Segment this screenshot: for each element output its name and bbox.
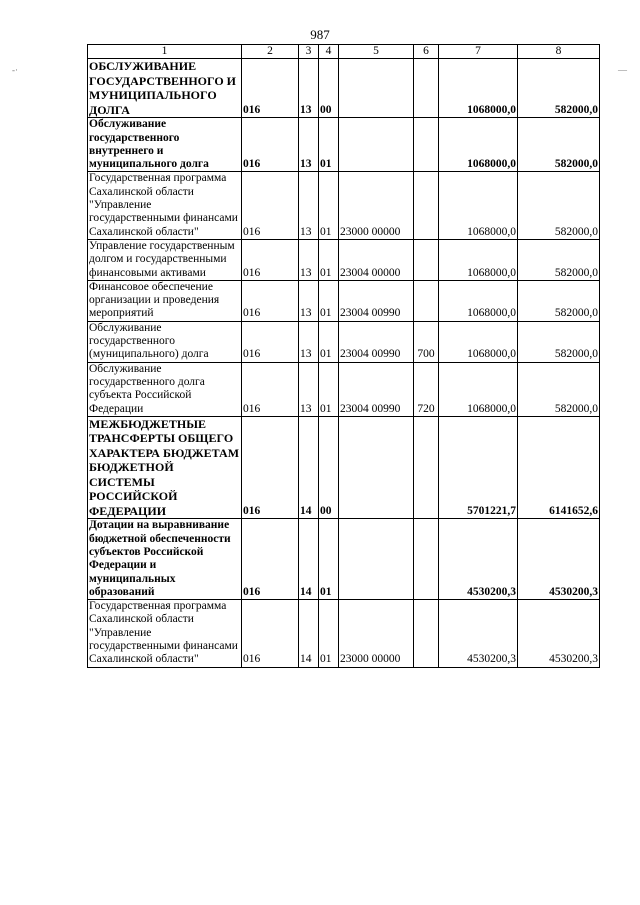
section-code-cell: 13 xyxy=(299,59,319,118)
table-row xyxy=(88,416,600,519)
amount-column-7-cell: 5701221,7 xyxy=(439,416,518,519)
section-code-cell: 14 xyxy=(299,416,319,519)
ministry-code-cell: 016 xyxy=(242,600,299,667)
amount-column-8-cell: 582000,0 xyxy=(518,239,600,280)
expense-type-cell xyxy=(414,416,439,519)
header-cell: 5 xyxy=(339,45,414,59)
header-cell: 3 xyxy=(299,45,319,59)
header-cell: 6 xyxy=(414,45,439,59)
amount-column-8-cell: 582000,0 xyxy=(518,172,600,239)
section-code-cell: 13 xyxy=(299,280,319,321)
table-row xyxy=(88,600,600,667)
table-row xyxy=(88,172,600,239)
amount-column-8-cell: 582000,0 xyxy=(518,59,600,118)
scan-mark-right: — xyxy=(618,65,627,75)
expense-name-cell: Обслуживание государственного (муниципального) долга xyxy=(88,321,242,362)
table-row xyxy=(88,239,600,280)
expense-name-cell: МЕЖБЮДЖЕТНЫЕ ТРАНСФЕРТЫ ОБЩЕГО ХАРАКТЕРА БЮДЖЕТАМ БЮДЖЕТНОЙ СИСТЕМЫ РОССИЙСКОЙ ФЕДЕРАЦИИ xyxy=(88,416,242,519)
expense-name-cell: ОБСЛУЖИВАНИЕ ГОСУДАРСТВЕННОГО И МУНИЦИПАЛЬНОГО ДОЛГА xyxy=(88,59,242,118)
ministry-code-cell: 016 xyxy=(242,172,299,239)
expense-name-cell: Обслуживание государственного долга субъекта Российской Федерации xyxy=(88,362,242,416)
expense-type-cell: 720 xyxy=(414,362,439,416)
subsection-code-cell: 01 xyxy=(319,321,339,362)
amount-column-8-cell: 582000,0 xyxy=(518,321,600,362)
section-code-cell: 14 xyxy=(299,600,319,667)
header-cell: 1 xyxy=(88,45,242,59)
amount-column-7-cell: 1068000,0 xyxy=(439,321,518,362)
amount-column-8-cell: 4530200,3 xyxy=(518,600,600,667)
target-article-cell: 23004 00990 xyxy=(339,280,414,321)
amount-column-7-cell: 4530200,3 xyxy=(439,519,518,600)
subsection-code-cell: 00 xyxy=(319,416,339,519)
subsection-code-cell: 01 xyxy=(319,519,339,600)
expense-type-cell: 700 xyxy=(414,321,439,362)
target-article-cell xyxy=(339,59,414,118)
ministry-code-cell: 016 xyxy=(242,118,299,172)
header-cell: 7 xyxy=(439,45,518,59)
header-cell: 8 xyxy=(518,45,600,59)
target-article-cell xyxy=(339,118,414,172)
section-code-cell: 13 xyxy=(299,362,319,416)
table-body xyxy=(88,45,600,668)
section-code-cell: 13 xyxy=(299,172,319,239)
section-code-cell: 14 xyxy=(299,519,319,600)
amount-column-8-cell: 6141652,6 xyxy=(518,416,600,519)
expense-name-cell: Государственная программа Сахалинской области "Управление государственными финансами Сахалинской области" xyxy=(88,600,242,667)
amount-column-7-cell: 1068000,0 xyxy=(439,172,518,239)
ministry-code-cell: 016 xyxy=(242,519,299,600)
amount-column-7-cell: 1068000,0 xyxy=(439,59,518,118)
section-code-cell: 13 xyxy=(299,239,319,280)
amount-column-7-cell: 1068000,0 xyxy=(439,362,518,416)
subsection-code-cell: 01 xyxy=(319,362,339,416)
amount-column-7-cell: 1068000,0 xyxy=(439,280,518,321)
amount-column-8-cell: 582000,0 xyxy=(518,280,600,321)
amount-column-7-cell: 1068000,0 xyxy=(439,239,518,280)
expense-type-cell xyxy=(414,239,439,280)
ministry-code-cell: 016 xyxy=(242,321,299,362)
section-code-cell: 13 xyxy=(299,321,319,362)
subsection-code-cell: 01 xyxy=(319,280,339,321)
expense-name-cell: Управление государственным долгом и государственными финансовыми активами xyxy=(88,239,242,280)
target-article-cell: 23004 00990 xyxy=(339,362,414,416)
budget-table xyxy=(87,44,600,668)
ministry-code-cell: 016 xyxy=(242,280,299,321)
expense-name-cell: Финансовое обеспечение организации и проведения мероприятий xyxy=(88,280,242,321)
amount-column-7-cell: 4530200,3 xyxy=(439,600,518,667)
expense-type-cell xyxy=(414,59,439,118)
subsection-code-cell: 01 xyxy=(319,118,339,172)
ministry-code-cell: 016 xyxy=(242,59,299,118)
header-cell: 2 xyxy=(242,45,299,59)
target-article-cell: 23000 00000 xyxy=(339,172,414,239)
amount-column-8-cell: 4530200,3 xyxy=(518,519,600,600)
subsection-code-cell: 01 xyxy=(319,172,339,239)
amount-column-8-cell: 582000,0 xyxy=(518,362,600,416)
table-row xyxy=(88,321,600,362)
table-row xyxy=(88,280,600,321)
expense-name-cell: Дотации на выравнивание бюджетной обеспеченности субъектов Российской Федерации и муниципальных образований xyxy=(88,519,242,600)
subsection-code-cell: 01 xyxy=(319,600,339,667)
ministry-code-cell: 016 xyxy=(242,239,299,280)
table-row xyxy=(88,362,600,416)
header-cell: 4 xyxy=(319,45,339,59)
table-row xyxy=(88,519,600,600)
header-row xyxy=(88,45,600,59)
scan-mark-left: -· xyxy=(12,65,18,75)
expense-type-cell xyxy=(414,172,439,239)
section-code-cell: 13 xyxy=(299,118,319,172)
target-article-cell xyxy=(339,416,414,519)
page-number: 987 xyxy=(310,27,330,42)
subsection-code-cell: 00 xyxy=(319,59,339,118)
expense-type-cell xyxy=(414,118,439,172)
expense-name-cell: Обслуживание государственного внутреннего и муниципального долга xyxy=(88,118,242,172)
target-article-cell xyxy=(339,519,414,600)
target-article-cell: 23004 00990 xyxy=(339,321,414,362)
target-article-cell: 23004 00000 xyxy=(339,239,414,280)
expense-type-cell xyxy=(414,280,439,321)
ministry-code-cell: 016 xyxy=(242,416,299,519)
target-article-cell: 23000 00000 xyxy=(339,600,414,667)
expense-type-cell xyxy=(414,519,439,600)
amount-column-8-cell: 582000,0 xyxy=(518,118,600,172)
subsection-code-cell: 01 xyxy=(319,239,339,280)
amount-column-7-cell: 1068000,0 xyxy=(439,118,518,172)
table-row xyxy=(88,118,600,172)
expense-name-cell: Государственная программа Сахалинской области "Управление государственными финансами Сахалинской области" xyxy=(88,172,242,239)
table-row xyxy=(88,59,600,118)
ministry-code-cell: 016 xyxy=(242,362,299,416)
expense-type-cell xyxy=(414,600,439,667)
